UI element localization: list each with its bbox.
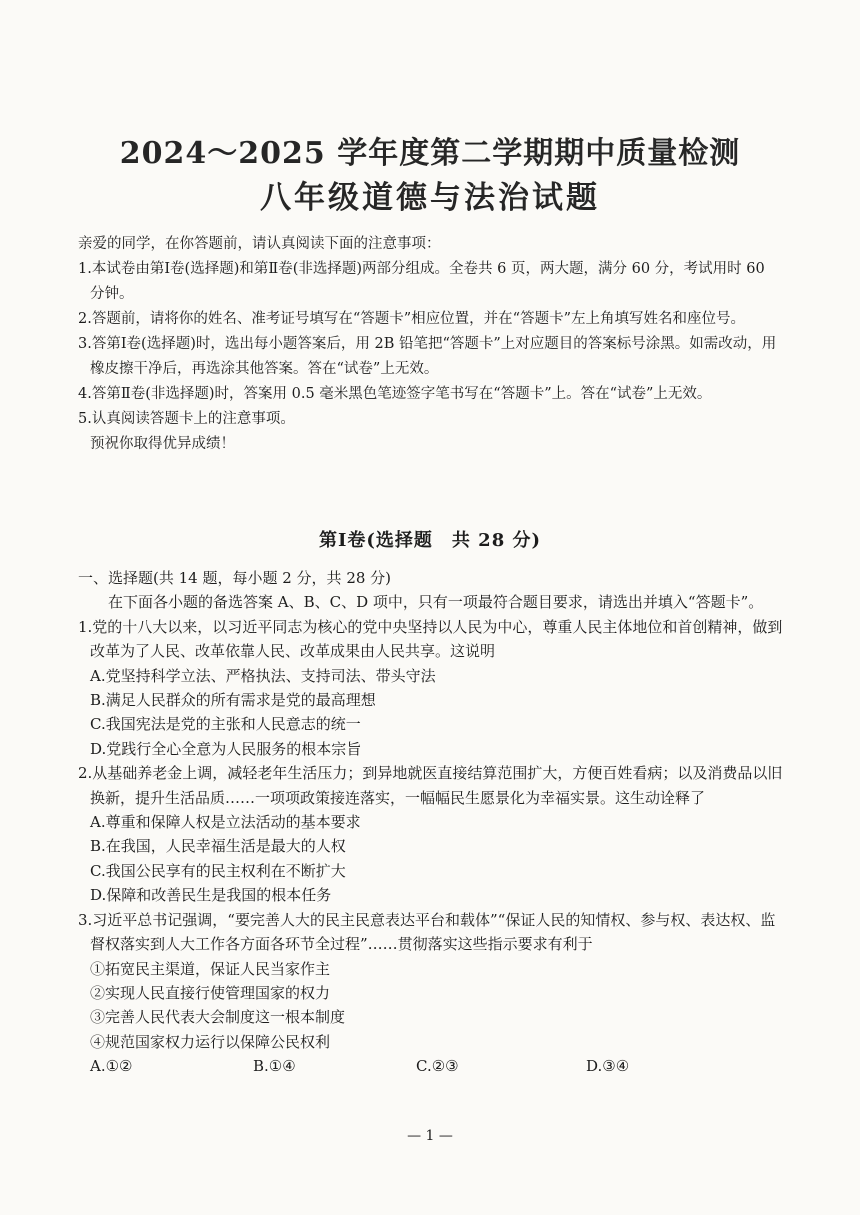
option-a: A.尊重和保障人权是立法活动的基本要求: [90, 813, 361, 832]
page-number: — 1 —: [407, 1128, 453, 1144]
option-d: D.党践行全心全意为人民服务的根本宗旨: [90, 739, 362, 758]
notice-intro: 亲爱的同学，在你答题前，请认真阅读下面的注意事项：: [78, 236, 441, 252]
option-d: D.保障和改善民生是我国的根本任务: [90, 886, 332, 905]
option-a: A.①②: [90, 1057, 133, 1076]
exam-title-line1: 2024～2025 学年度第二学期期中质量检测: [119, 136, 741, 171]
notice-item: 3.答第Ⅰ卷(选择题)时，选出每小题答案后，用 2B 铅笔把“答题卡”上对应题目的答案标号涂黑。如需改动，用橡皮擦干净后，再选涂其他答案。答在“试卷”上无效。: [78, 336, 777, 377]
option-b: B.满足人民群众的所有需求是党的最高理想: [90, 691, 376, 710]
notice-item: 5.认真阅读答题卡上的注意事项。: [78, 411, 295, 427]
question-2: [78, 761, 788, 907]
notice-item: 4.答第Ⅱ卷(非选择题)时，答案用 0.5 毫米黑色笔迹签字笔书写在“答题卡”上。答在“试卷”上无效。: [78, 386, 712, 402]
part-instruction: 在下面各小题的备选答案 A、B、C、D 项中，只有一项最符合题目要求，请选出并填入“答题卡”。: [108, 593, 764, 612]
question-stem: 2.从基础养老金上调，减轻老年生活压力；到异地就医直接结算范围扩大，方便百姓看病；以及消费品以旧换新，提升生活品质……一项项政策接连落实，一幅幅民生愿景化为幸福实景。这生动诠释了: [78, 764, 783, 807]
statement-3: ③完善人民代表大会制度这一根本制度: [90, 1008, 346, 1027]
question-stem: 3.习近平总书记强调，“要完善人大的民主民意表达平台和载体”“保证人民的知情权、参与权、表达权、监督权落实到人大工作各方面各环节全过程”……贯彻落实这些指示要求有利于: [78, 910, 776, 954]
statement-1: ①拓宽民主渠道，保证人民当家作主: [90, 959, 331, 978]
notice-wish: 预祝你取得优异成绩！: [90, 436, 235, 452]
option-b: B.①④: [253, 1057, 296, 1076]
question-3: [78, 908, 788, 1079]
exam-title-line2: 八年级道德与法治试题: [260, 180, 600, 216]
option-c: C.②③: [416, 1057, 459, 1076]
part-title: 一、选择题(共 14 题，每小题 2 分，共 28 分): [78, 569, 392, 587]
statement-4: ④规范国家权力运行以保障公民权利: [90, 1032, 331, 1051]
question-1: [78, 615, 788, 761]
option-c: C.我国宪法是党的主张和人民意志的统一: [90, 715, 361, 734]
notice-item: 2.答题前，请将你的姓名、准考证号填写在“答题卡”相应位置，并在“答题卡”左上角填写姓名和座位号。: [78, 311, 745, 327]
options-row: [78, 1054, 788, 1078]
question-block: [78, 566, 788, 1079]
option-a: A.党坚持科学立法、严格执法、支持司法、带头守法: [90, 666, 436, 685]
section-heading: 第Ⅰ卷(选择题 共 28 分): [318, 530, 542, 551]
option-b: B.在我国，人民幸福生活是最大的人权: [90, 837, 346, 856]
notice-item: 1.本试卷由第Ⅰ卷(选择题)和第Ⅱ卷(非选择题)两部分组成。全卷共 6 页，两大题，满分 60 分，考试用时 60 分钟。: [78, 261, 765, 302]
statement-2: ②实现人民直接行使管理国家的权力: [90, 983, 331, 1002]
option-d: D.③④: [586, 1057, 630, 1076]
notice-block: [78, 232, 783, 457]
option-c: C.我国公民享有的民主权利在不断扩大: [90, 861, 346, 880]
question-stem: 1.党的十八大以来，以习近平同志为核心的党中央坚持以人民为中心，尊重人民主体地位和首创精神，做到改革为了人民、改革依靠人民、改革成果由人民共享。这说明: [78, 617, 783, 661]
